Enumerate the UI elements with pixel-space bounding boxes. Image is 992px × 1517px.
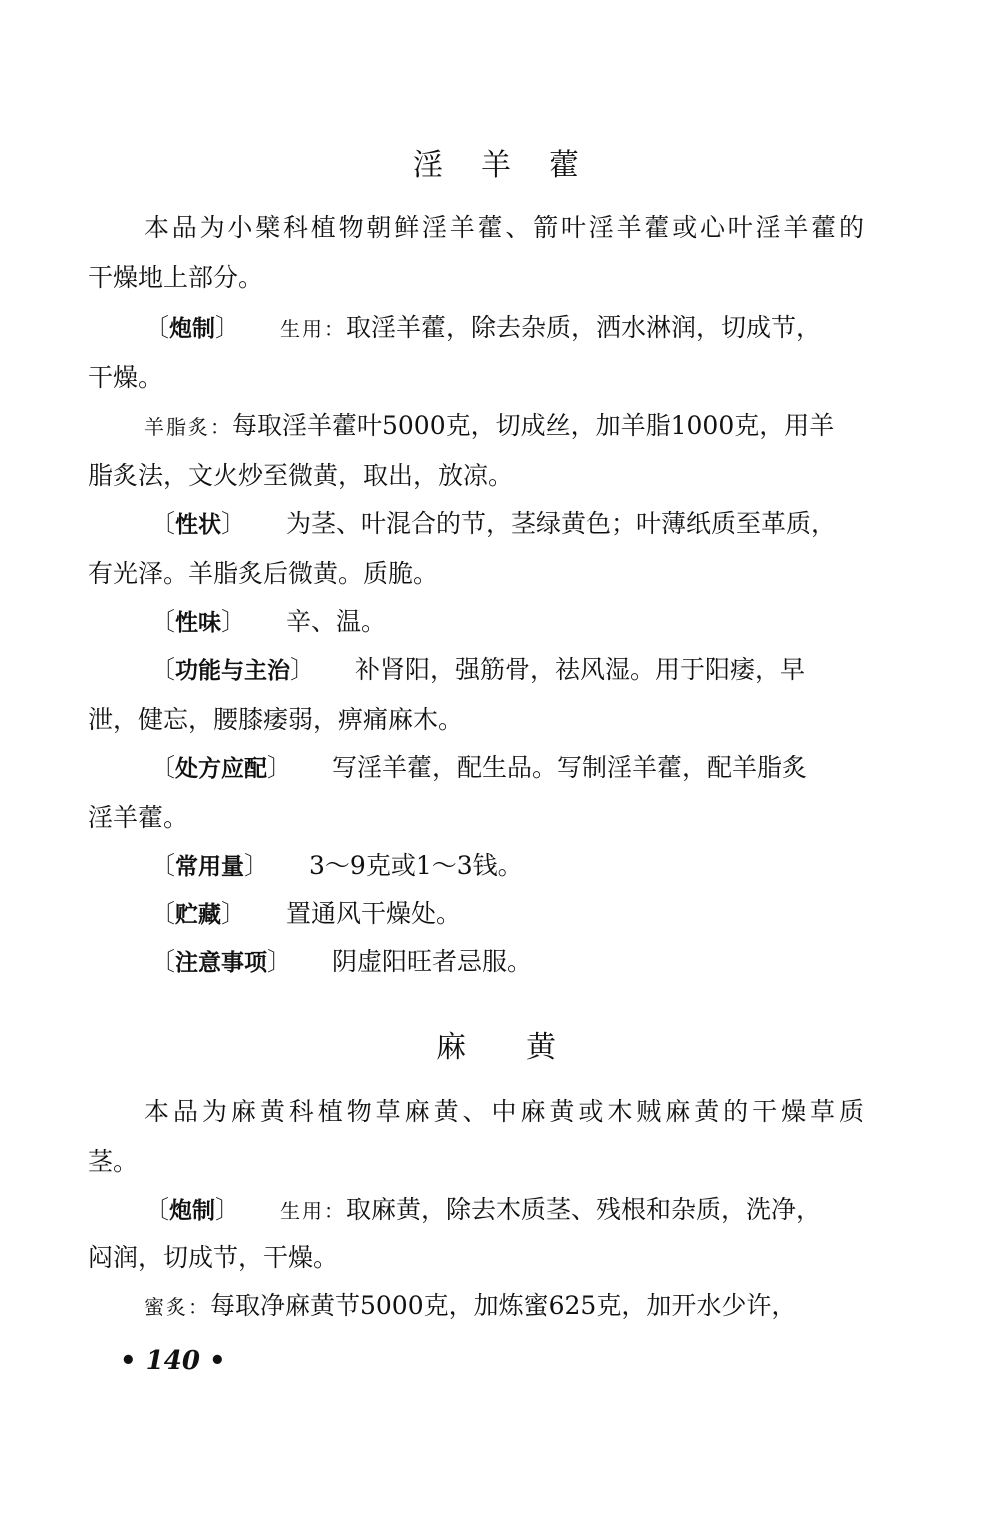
zhucang-text: 置通风干燥处。 — [286, 899, 462, 928]
zhucang-label: 贮藏 — [175, 902, 222, 928]
chufang-text-2: 淫羊藿。 — [88, 803, 189, 832]
zhucang-entry: 〔贮藏〕 置通风干燥处。 — [150, 899, 462, 928]
yangzhi-entry — [144, 410, 864, 443]
gongneng-label: 功能与主治 — [175, 658, 291, 684]
yangzhi-text-1: 每取淫羊藿叶5000克，切成丝，加羊脂1000克，用羊 — [232, 411, 835, 440]
gongneng-text-1: 补肾阳，强筋骨，祛风湿。用于阳痿，早 — [355, 655, 806, 684]
mizhi-sub-label: 蜜炙： — [144, 1295, 210, 1319]
paozhi-sub-label: 生用： — [280, 317, 347, 341]
intro-line-1: 本品为小檗科植物朝鲜淫羊藿、箭叶淫羊藿或心叶淫羊藿的 — [144, 213, 864, 242]
paozhi-entry: 〔炮制〕 生用：取淫羊藿，除去杂质，洒水淋润，切成节， — [144, 313, 822, 342]
paozhi-text-1: 取淫羊藿，除去杂质，洒水淋润，切成节， — [346, 313, 822, 342]
paozhi2-entry: 〔炮制〕 生用：取麻黄，除去木质茎、残根和杂质，洗净， — [144, 1195, 822, 1224]
section-title-yinyanghuo: 淫羊藿 — [413, 148, 617, 183]
page-number-value: 140 — [145, 1346, 200, 1376]
gongneng-text-2: 泄，健忘，腰膝痿弱，痹痛麻木。 — [88, 705, 464, 734]
mizhi-text-1: 每取净麻黄节5000克，加炼蜜625克，加开水少许， — [210, 1291, 797, 1320]
xingzhuang-entry: 〔性状〕 为茎、叶混合的节，茎绿黄色；叶薄纸质至革质， — [150, 509, 837, 538]
xingzhuang-label: 性状 — [175, 512, 222, 538]
xingzhuang-text-2: 有光泽。羊脂炙后微黄。质脆。 — [88, 559, 439, 588]
mizhi-entry — [144, 1290, 864, 1323]
paozhi-text-2: 干燥。 — [88, 363, 164, 392]
yangzhi-text-2: 脂炙法，文火炒至微黄，取出，放凉。 — [88, 461, 514, 490]
xingwei-entry: 〔性味〕 辛、温。 — [150, 607, 387, 636]
chufang-text-1: 写淫羊藿，配生品。写制淫羊藿，配羊脂炙 — [332, 753, 808, 782]
paozhi2-text-1: 取麻黄，除去木质茎、残根和杂质，洗净， — [346, 1195, 822, 1224]
paozhi2-text-2: 闷润，切成节，干燥。 — [88, 1243, 339, 1272]
intro2-line-1: 本品为麻黄科植物草麻黄、中麻黄或木贼麻黄的干燥草质 — [144, 1097, 864, 1126]
changyong-label: 常用量 — [175, 854, 245, 880]
xingwei-label: 性味 — [175, 610, 222, 636]
paozhi-label: 炮制 — [169, 316, 216, 342]
intro2-line-2: 茎。 — [88, 1147, 139, 1176]
intro-line-2: 干燥地上部分。 — [88, 263, 264, 292]
paozhi2-label: 炮制 — [169, 1198, 216, 1224]
paozhi2-sub-label: 生用： — [280, 1199, 347, 1223]
section-title-mahuang: 麻黄 — [436, 1030, 616, 1065]
gongneng-entry: 〔功能与主治〕 补肾阳，强筋骨，祛风湿。用于阳痿，早 — [150, 655, 806, 684]
changyong-text: 3～9克或1～3钱。 — [309, 851, 523, 880]
changyong-entry: 〔常用量〕 3～9克或1～3钱。 — [150, 851, 523, 880]
xingwei-text: 辛、温。 — [286, 607, 387, 636]
zhuyi-entry: 〔注意事项〕 阴虚阳旺者忌服。 — [150, 947, 533, 976]
chufang-label: 处方应配 — [175, 756, 268, 782]
yangzhi-sub-label: 羊脂炙： — [144, 415, 232, 439]
chufang-entry: 〔处方应配〕 写淫羊藿，配生品。写制淫羊藿，配羊脂炙 — [150, 753, 808, 782]
zhuyi-text: 阴虚阳旺者忌服。 — [332, 947, 533, 976]
zhuyi-label: 注意事项 — [175, 950, 268, 976]
xingzhuang-text-1: 为茎、叶混合的节，茎绿黄色；叶薄纸质至革质， — [286, 509, 837, 538]
page-number: • 140 • — [120, 1346, 226, 1376]
